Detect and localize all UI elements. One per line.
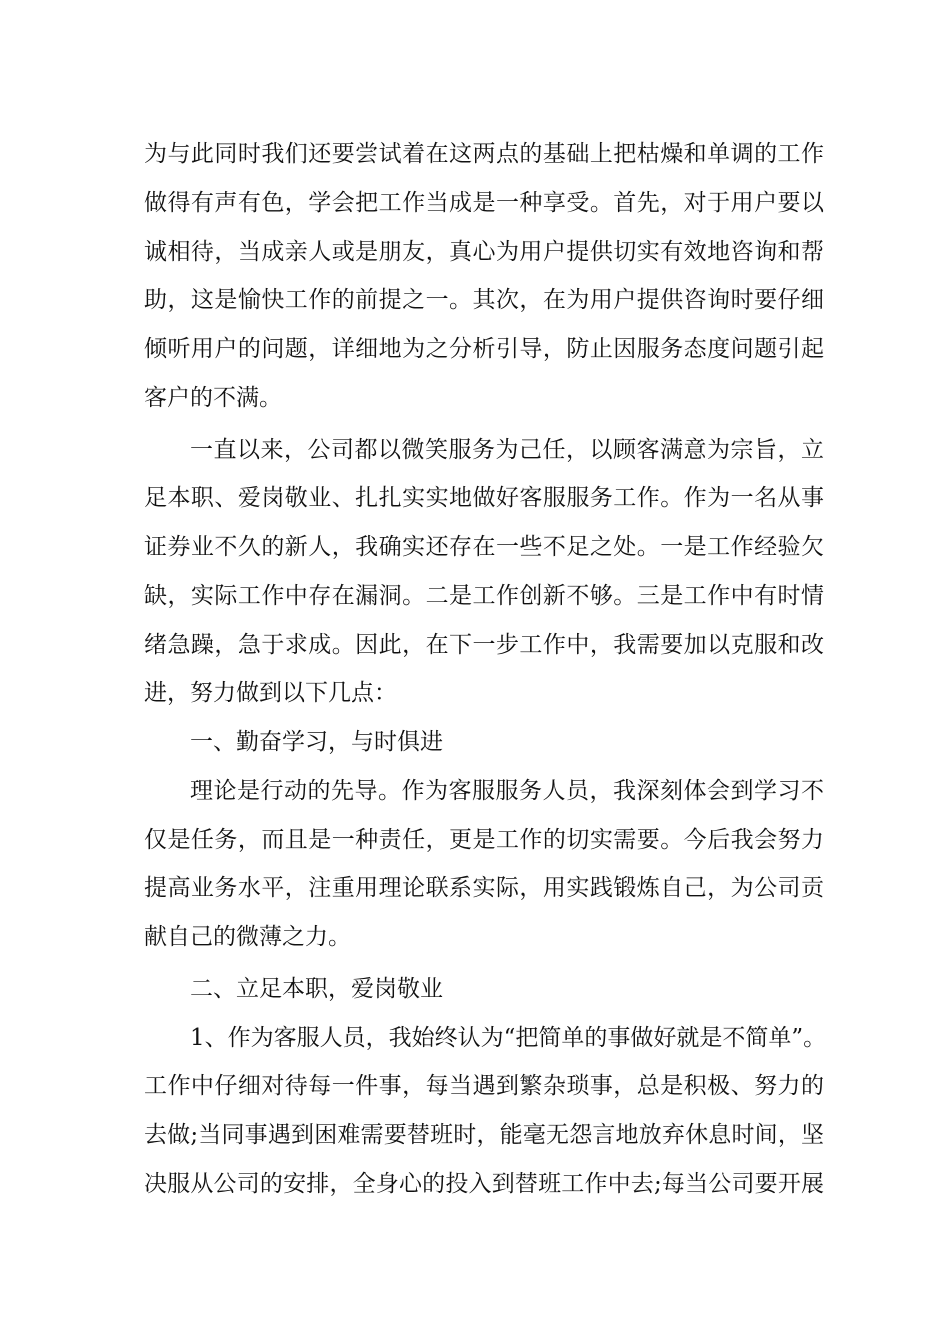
text-line: 做得有声有色，学会把工作当成是一种享受。首先，对于用户要以 [144, 189, 824, 216]
text-line: 去做;当同事遇到困难需要替班时，能毫无怨言地放弃休息时间，坚 [144, 1122, 824, 1148]
text-line: 1、作为客服人员，我始终认为“把简单的事做好就是不简单”。 [190, 1024, 827, 1051]
paragraph-point-one [144, 1014, 827, 1209]
text-line: 工作中仔细对待每一件事，每当遇到繁杂琐事，总是积极、努力的 [144, 1073, 824, 1100]
text-line: 理论是行动的先导。作为客服服务人员，我深刻体会到学习不 [190, 777, 824, 804]
document-body [144, 130, 827, 1209]
text-line: 决服从公司的安排，全身心的投入到替班工作中去;每当公司要开展 [144, 1170, 824, 1197]
text-line: 为与此同时我们还要尝试着在这两点的基础上把枯燥和单调的工作 [144, 141, 824, 167]
text-line: 献自己的微薄之力。 [144, 924, 351, 950]
section-heading-study: 一、勤奋学习，与时俱进 [190, 729, 443, 755]
text-line: 提高业务水平，注重用理论联系实际，用实践锻炼自己，为公司贡 [144, 875, 824, 902]
text-line: 一直以来，公司都以微笑服务为己任，以顾客满意为宗旨，立 [190, 436, 824, 463]
text-line: 缺，实际工作中存在漏洞。二是工作创新不够。三是工作中有时情 [144, 582, 824, 609]
text-line: 倾听用户的问题，详细地为之分析引导，防止因服务态度问题引起 [144, 336, 824, 362]
paragraph-self-assessment [144, 426, 824, 719]
text-line: 客户的不满。 [144, 384, 282, 411]
text-line: 进，努力做到以下几点： [144, 680, 397, 707]
paragraph-user-service [144, 130, 824, 423]
text-line: 助，这是愉快工作的前提之一。其次，在为用户提供咨询时要仔细 [144, 287, 824, 314]
text-line: 证券业不久的新人，我确实还存在一些不足之处。一是工作经验欠 [144, 534, 824, 560]
section-heading-dedication: 二、立足本职，爱岗敬业 [190, 975, 443, 1002]
text-line: 仅是任务，而且是一种责任，更是工作的切实需要。今后我会努力 [144, 826, 824, 853]
text-line: 绪急躁，急于求成。因此，在下一步工作中，我需要加以克服和改 [144, 631, 824, 658]
text-line: 诚相待，当成亲人或是朋友，真心为用户提供切实有效地咨询和帮 [144, 238, 824, 265]
paragraph-theory [144, 767, 824, 962]
text-line: 足本职、爱岗敬业、扎扎实实地做好客服服务工作。作为一名从事 [144, 485, 824, 512]
